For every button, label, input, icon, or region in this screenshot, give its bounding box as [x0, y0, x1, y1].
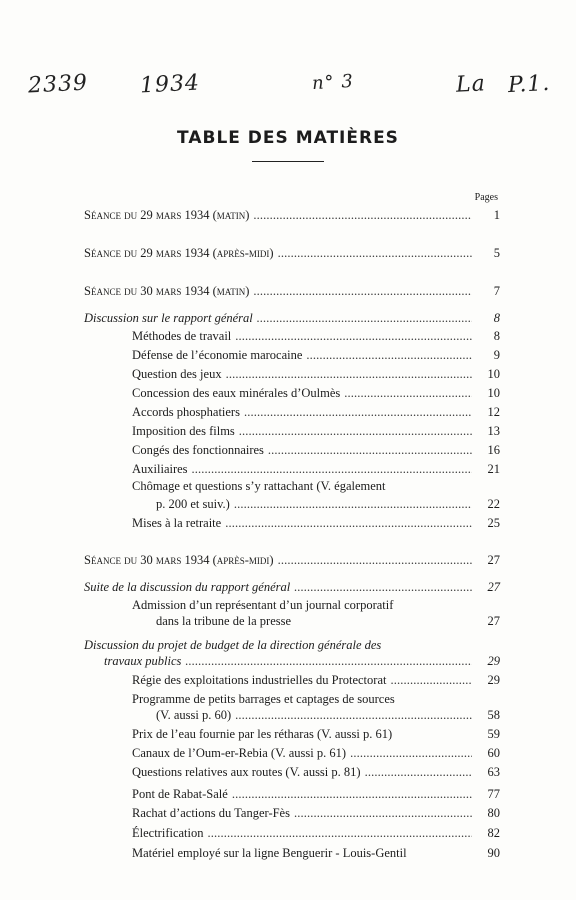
toc-entry: Discussion du projet de budget de la direction générale des — [84, 638, 382, 652]
handwritten-note: 2339 — [27, 70, 89, 99]
toc-subentry: Imposition des films . . . 13 — [84, 423, 500, 440]
toc-subentry: Programme de petits barrages et captages de sources — [132, 692, 395, 706]
toc-subentry: Congés des fonctionnaires . . . 16 — [84, 442, 500, 459]
handwritten-note: P.1. — [507, 70, 551, 99]
handwritten-note: 1934 — [139, 70, 201, 99]
toc-subentry: Méthodes de travail . . . 8 — [84, 328, 500, 345]
toc-subentry: Régie des exploitations industrielles du Protectorat . . . 29 — [84, 672, 500, 689]
toc-subentry: Concession des eaux minérales d’Oulmès . . . 10 — [84, 385, 500, 402]
toc-subentry: Canaux de l’Oum-er-Rebia (V. aussi p. 61) . . . 60 — [84, 745, 500, 762]
toc-subentry-cont: p. 200 et suiv.) . . . 22 — [84, 496, 500, 513]
toc-subentry: Prix de l’eau fournie par les rétharas (V. aussi p. 61) 59 — [132, 727, 500, 741]
toc-subentry: Mises à la retraite . . . 25 — [84, 515, 500, 532]
toc-entry: Séance du 30 mars 1934 (matin) . . . 7 — [84, 283, 500, 300]
toc-subentry: Matériel employé sur la ligne Benguerir - Louis-Gentil 90 — [132, 846, 500, 860]
title-underline — [252, 161, 324, 162]
toc-entry-cont: travaux publics . . . 29 — [84, 653, 500, 670]
handwritten-note: n° 3 — [311, 70, 355, 95]
toc-subentry: Admission d’un représentant d’un journal corporatif — [132, 598, 394, 612]
toc-entry: Séance du 29 mars 1934 (après-midi) . . . 5 — [84, 245, 500, 262]
handwritten-note: La — [455, 71, 487, 98]
toc-subentry: Défense de l’économie marocaine . . . 9 — [84, 347, 500, 364]
toc-subentry: Questions relatives aux routes (V. aussi p. 81) . . . 63 — [84, 764, 500, 781]
toc-entry: Séance du 29 mars 1934 (matin) . . . 1 — [84, 207, 500, 224]
toc-subentry: Accords phosphatiers . . . 12 — [84, 404, 500, 421]
page-title: TABLE DES MATIÈRES — [177, 128, 399, 148]
toc-subentry: Question des jeux . . . 10 — [84, 366, 500, 383]
toc-entry: Discussion sur le rapport général . . . 8 — [84, 310, 500, 327]
toc-subentry: Pont de Rabat-Salé . . . 77 — [84, 786, 500, 803]
toc-entry: Suite de la discussion du rapport général . . . 27 — [84, 579, 500, 596]
toc-entry: Séance du 30 mars 1934 (après-midi) . . . 27 — [84, 552, 500, 569]
toc-subentry: Rachat d’actions du Tanger-Fès . . . 80 — [84, 805, 500, 822]
toc-subentry-cont: (V. aussi p. 60) . . . 58 — [84, 707, 500, 724]
toc-subentry: Électrification . . . 82 — [84, 825, 500, 842]
toc-subentry: Chômage et questions s’y rattachant (V. également — [132, 479, 386, 493]
pages-column-header: Pages — [474, 192, 498, 203]
toc-subentry-cont: dans la tribune de la presse 27 — [156, 614, 500, 628]
toc-subentry: Auxiliaires . . . 21 — [84, 461, 500, 478]
